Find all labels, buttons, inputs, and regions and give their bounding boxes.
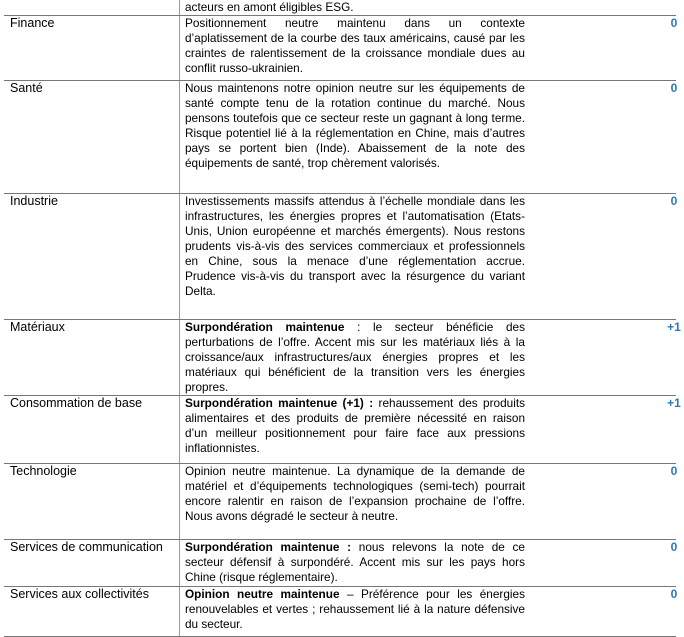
score-value: +1 [667,320,681,334]
score-cell [528,396,681,464]
table-row [4,16,676,81]
comment-lead: Opinion neutre maintenue [185,587,340,601]
score-cell [528,81,676,194]
comment-lead: Surpondération maintenue (+1) : [185,396,374,410]
comment-text: rehaussement des produits alimentaires et des produits de première nécessité en raison d’un meilleur positionnement pour faire face aux pressions inflationnistes. [185,396,525,455]
comment-text: nous relevons la note de ce secteur défensif à surpondéré. Accent mis sur les pays hors Chine (risque réglementaire). [185,540,525,584]
comment-text: Nous maintenons notre opinion neutre sur les équipements de santé compte tenu de la rotation continue du marché. Nous pensons toutefois que ce secteur reste un gagnant à long terme. Risque potentiel lié à la réglementation en Chine, mais d’autres pays se portent bien (Inde). Abaissement de la note des équipements de santé, trop chèrement valorisés. [185,81,525,170]
table-row [4,194,676,320]
score-cell [528,194,676,320]
table-row [4,320,676,396]
score-value: 0 [670,194,678,208]
score-cell [528,0,676,16]
comment-cell: acteurs en amont éligibles ESG. [180,0,529,16]
score-cell [528,320,681,396]
sector-name: Santé [4,81,180,194]
sector-name: Technologie [4,464,180,540]
comment-cell [180,587,529,637]
comment-cell [180,464,529,540]
table-row [4,396,676,464]
score-value: 0 [670,81,678,95]
sector-name: Matériaux [4,320,180,396]
sector-name: Consommation de base [4,396,180,464]
score-value: 0 [670,587,678,601]
score-cell [528,540,676,587]
comment-text: Positionnement neutre maintenu dans un contexte d’aplatissement de la courbe des taux américains, causé par les craintes de ralentissement de la croissance mondiale dues au conflit russo-ukrainien. [185,16,525,75]
table-row-partial [4,0,676,16]
score-value: +1 [667,396,681,410]
comment-lead: Surpondération maintenue [185,320,345,334]
table-body [4,0,681,637]
sector-name: Services de communication [4,540,180,587]
comment-cell [180,81,529,194]
table-row [4,81,676,194]
score-value: 0 [670,464,678,478]
comment-cell [180,320,529,396]
sector-name: Industrie [4,194,180,320]
score-cell [528,464,676,540]
comment-cell [180,16,529,81]
table-row [4,540,676,587]
table-row [4,464,676,540]
comment-cell [180,540,529,587]
comment-cell [180,194,529,320]
comment-text: Opinion neutre maintenue. La dynamique de la demande de matériel et d’équipements technologiques (semi-tech) pourrait encore ralentir en raison de l’expansion prochaine de l’offre. Nous avons dégradé le secteur à neutre. [185,464,525,523]
comment-lead: Surpondération maintenue : [185,540,352,554]
score-cell [528,16,676,81]
sector-name: Finance [4,16,180,81]
sector-cell [4,0,180,16]
score-value: 0 [670,16,678,30]
score-value: 0 [670,540,678,554]
comment-text: – Préférence pour les énergies renouvelables et vertes ; rehaussement lié à la nature défensive du secteur. [185,587,525,631]
sector-name: Services aux collectivités [4,587,180,637]
table-row [4,587,676,637]
comment-text: : le secteur bénéficie des perturbations de l’offre. Accent mis sur les matériaux liés à la croissance/aux infrastructures/aux énergies propres et les matériaux qui bénéficient de la transition vers les énergies propres. [185,320,525,394]
comment-text: Investissements massifs attendus à l’échelle mondiale dans les infrastructures, les énergies propres et l’automatisation (Etats-Unis, Union européenne et marchés émergents). Nous restons prudents vis-à-vis des services commerciaux et professionnels en Chine, sous la menace d’une réglementation accrue. Prudence vis-à-vis du transport avec la résurgence du variant Delta. [185,194,525,298]
comment-cell [180,396,529,464]
score-cell [528,587,676,637]
sector-allocation-table [4,0,681,637]
